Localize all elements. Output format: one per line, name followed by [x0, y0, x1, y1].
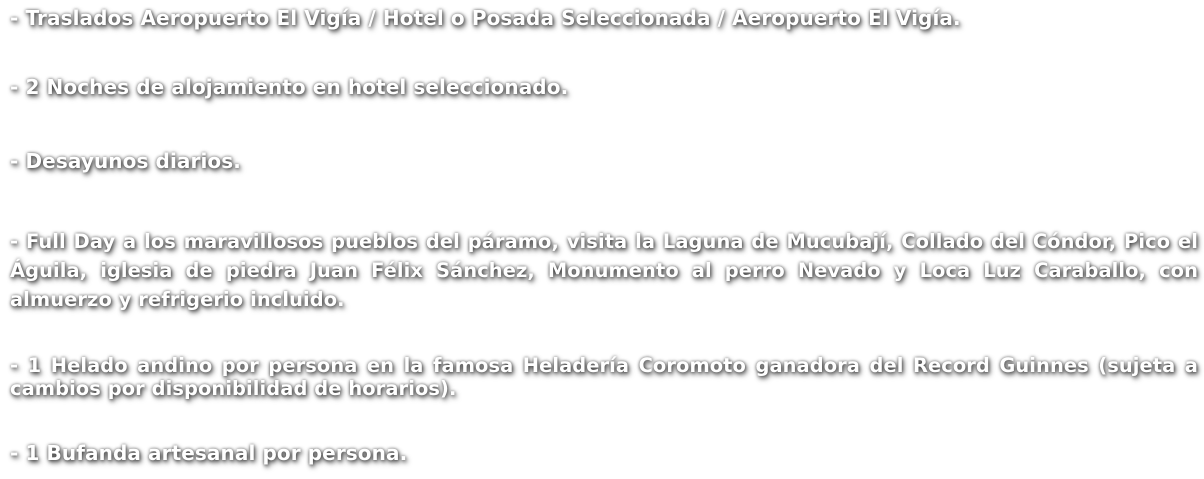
inclusion-item-full-day-tour: - Full Day a los maravillosos pueblos del páramo, visita la Laguna de Mucubají, Collado del Cóndor, Pico el Águila, iglesia de piedra Juan Félix Sánchez, Monumento al perro Nevado y Loca Luz Caraballo, con almuerzo y refrigerio incluido. — [10, 230, 1198, 311]
inclusion-item-transfers: - Traslados Aeropuerto El Vigía / Hotel o Posada Seleccionada / Aeropuerto El Vigía. — [10, 6, 961, 30]
inclusion-item-breakfast: - Desayunos diarios. — [10, 149, 241, 173]
inclusion-item-ice-cream: - 1 Helado andino por persona en la famosa Heladería Coromoto ganadora del Record Guinnes (sujeta a cambios por disponibilidad de horarios). — [10, 354, 1198, 400]
inclusion-item-lodging: - 2 Noches de alojamiento en hotel seleccionado. — [10, 75, 569, 99]
inclusion-item-scarf: - 1 Bufanda artesanal por persona. — [10, 441, 408, 465]
